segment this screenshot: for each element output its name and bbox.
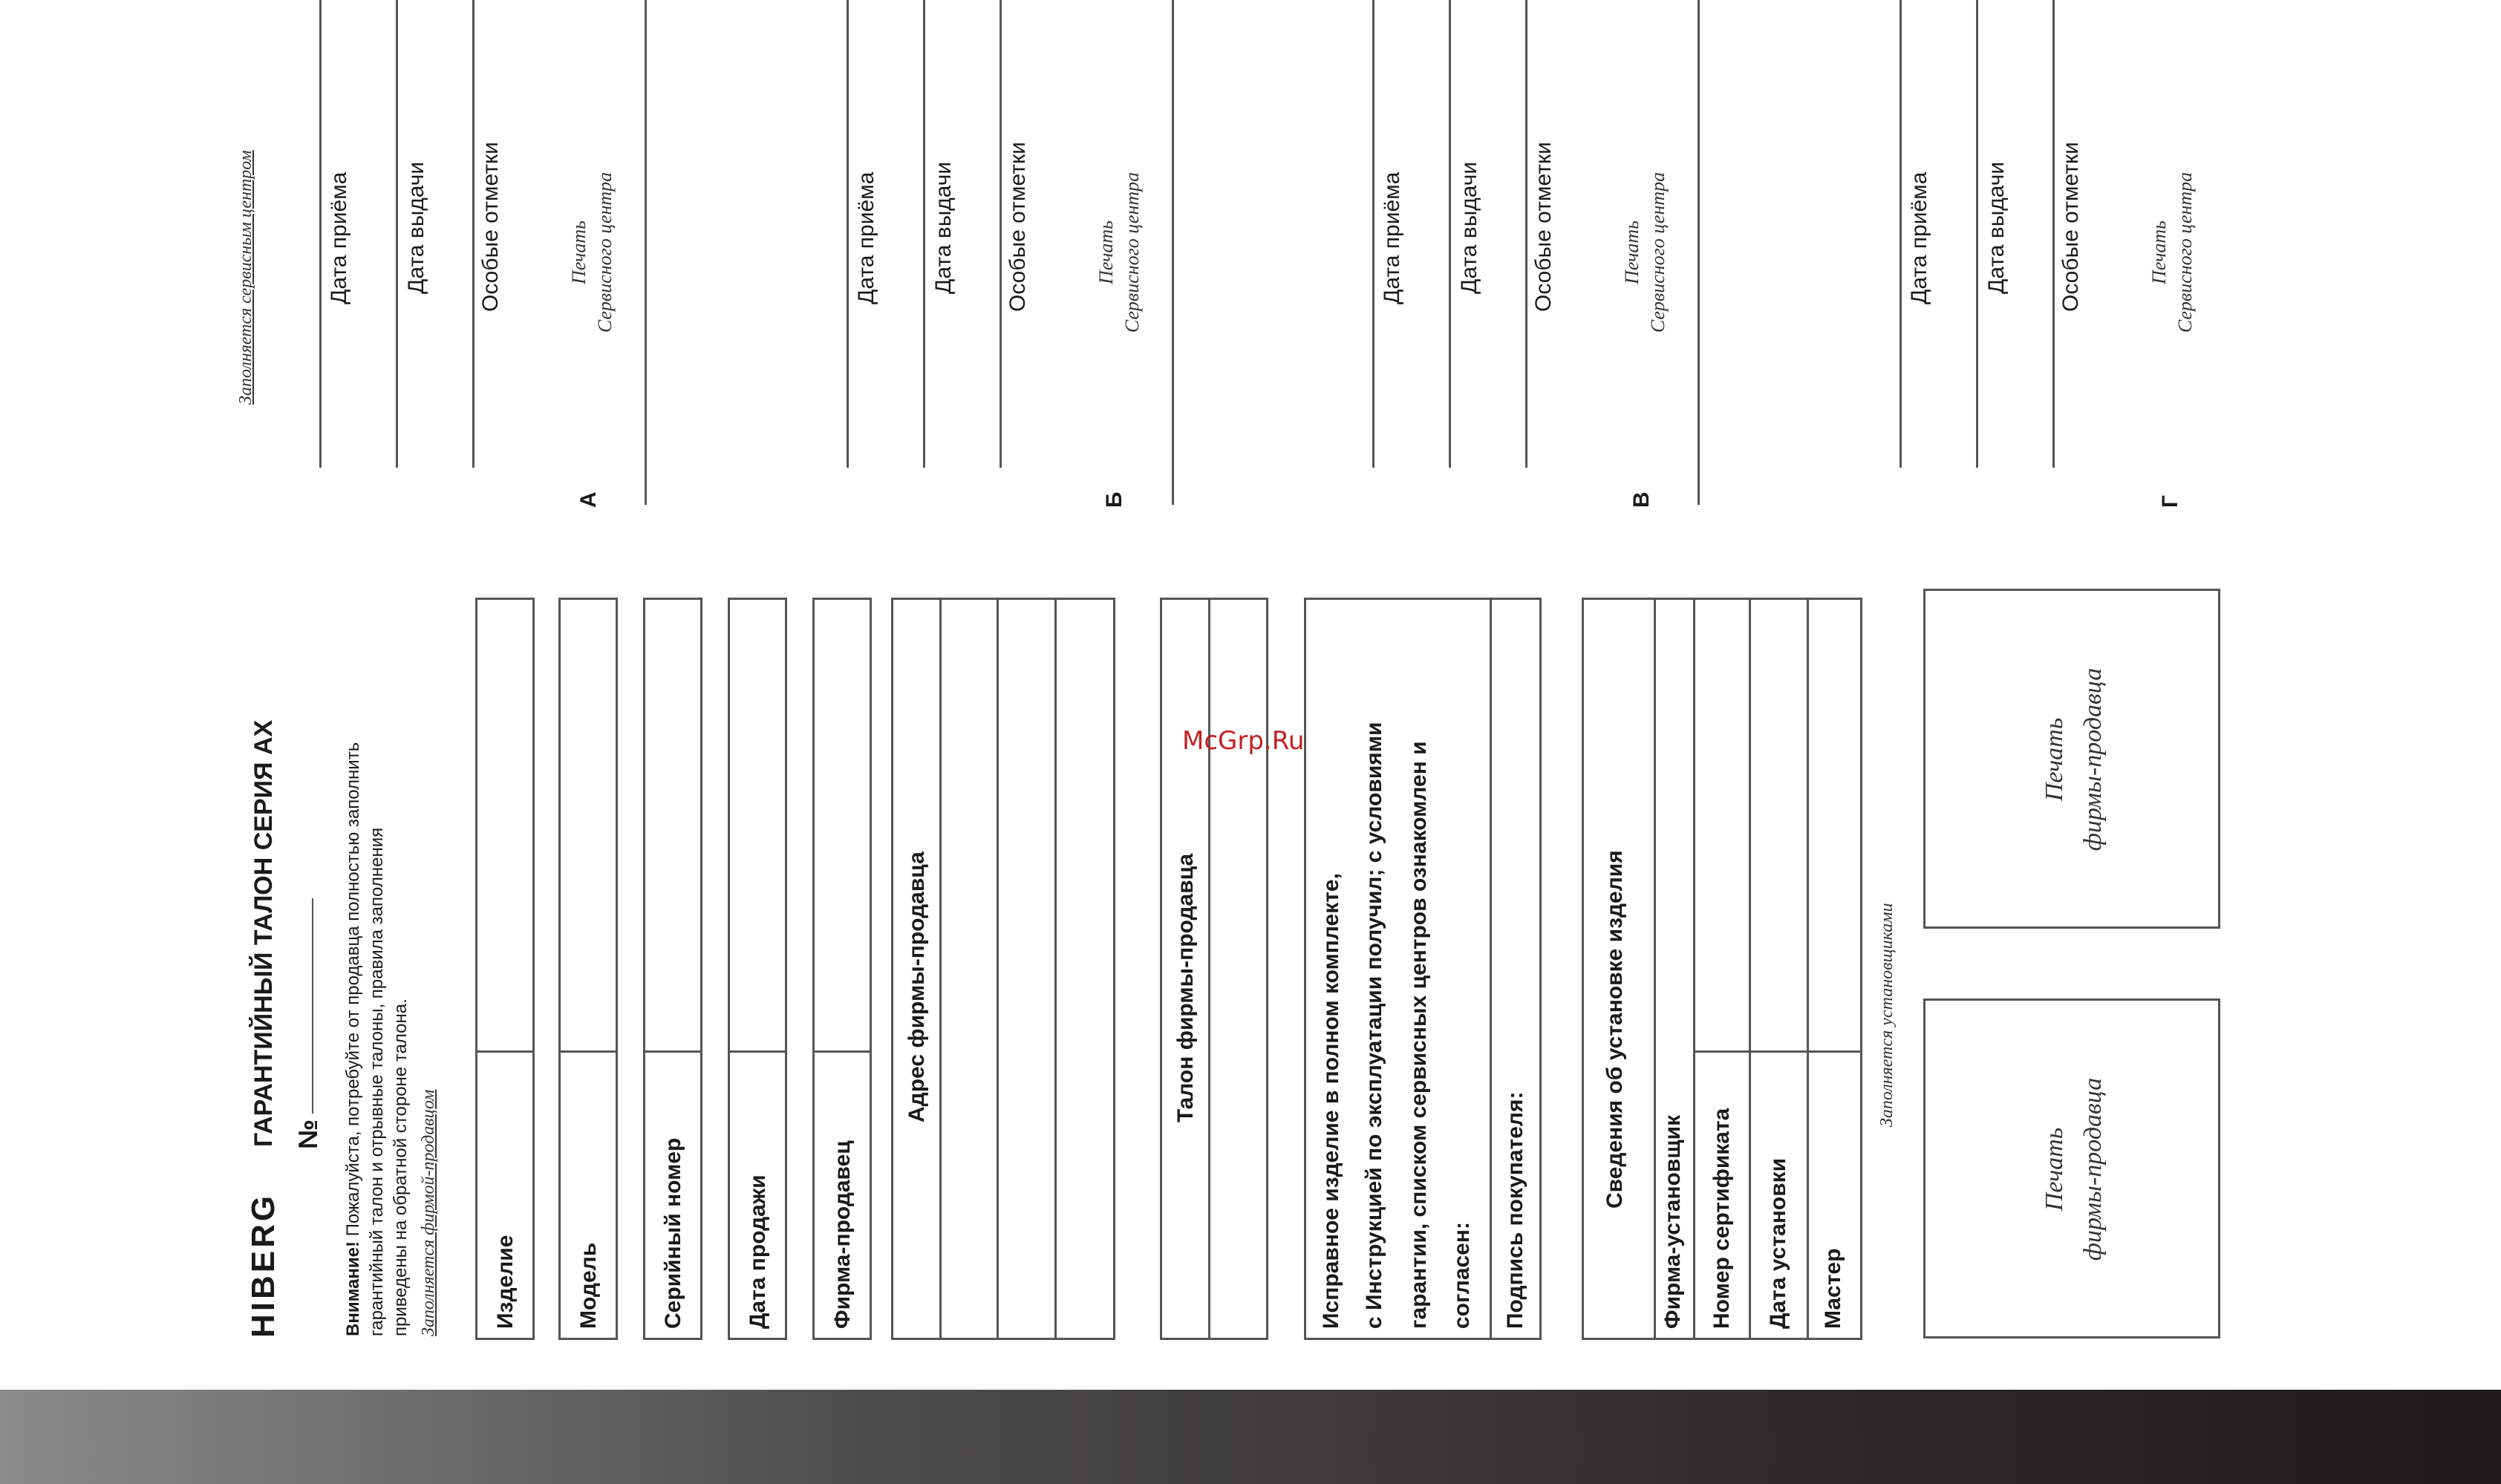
divider [1749, 598, 1751, 1340]
service-a-issued: Дата выдачи [404, 161, 428, 294]
divider [558, 1050, 618, 1053]
service-b-notes: Особые отметки [1005, 142, 1030, 312]
service-c-notes: Особые отметки [1531, 142, 1556, 312]
divider [1000, 0, 1002, 468]
divider [1654, 598, 1656, 1340]
seller-stamp-box-1 [1923, 998, 2220, 1338]
installers-filled-by: Заполняется установщиками [1877, 903, 1897, 1127]
field-sale-date-label: Дата продажи [746, 1174, 770, 1329]
service-c-letter: В [1629, 491, 1654, 508]
divider [1525, 0, 1527, 468]
divider [997, 598, 999, 1340]
divider [472, 0, 475, 468]
seller-stamp-1-line-2: фирмы-продавца [2079, 1077, 2107, 1261]
service-b-stamp-line-1: Печать [1095, 220, 1117, 284]
installation-row-certificate: Номер сертификата [1709, 1108, 1734, 1329]
consent-line-3: гарантии, списком сервисных центров ознакомлен и [1406, 741, 1431, 1329]
seller-coupon-label: Талон фирмы-продавца [1173, 853, 1198, 1122]
notice-line-1: Внимание! Пожалуйста, потребуйте от продавца полностью заполнить [343, 742, 363, 1336]
divider [645, 0, 647, 505]
service-a-stamp-line-1: Печать [568, 220, 590, 284]
divider [1054, 598, 1057, 1340]
seller-address-label: Адрес фирмы-продавца [904, 851, 929, 1122]
installation-header: Сведения об установке изделия [1602, 850, 1627, 1209]
divider [923, 0, 925, 468]
service-b-letter: Б [1102, 491, 1126, 508]
service-g-issued: Дата выдачи [1984, 161, 2009, 294]
divider [643, 1050, 702, 1053]
divider [1490, 598, 1492, 1340]
bottom-bar [0, 1390, 2501, 1484]
notice-line-2: гарантийный талон и отрывные талоны, правила заполнения [367, 827, 387, 1336]
divider [396, 0, 398, 468]
divider [728, 1050, 787, 1053]
field-serial-label: Серийный номер [661, 1137, 685, 1329]
field-seller-label: Фирма-продавец [830, 1140, 855, 1329]
divider [1976, 0, 1978, 468]
divider [319, 0, 322, 468]
service-a-stamp-line-2: Сервисного центра [594, 171, 616, 333]
divider [475, 1050, 535, 1053]
service-filled-by: Заполняется сервисным центром [236, 150, 255, 405]
installation-row-date: Дата установки [1766, 1157, 1790, 1329]
service-g-stamp-line-2: Сервисного центра [2174, 171, 2196, 333]
service-g-received: Дата приёма [1907, 171, 1931, 304]
seller-stamp-1-line-1: Печать [2041, 1127, 2068, 1212]
service-g-stamp-line-1: Печать [2148, 220, 2170, 284]
divider [2052, 0, 2055, 468]
service-b-received: Дата приёма [854, 171, 878, 304]
service-c-issued: Дата выдачи [1457, 161, 1481, 294]
service-g-letter: Г [2158, 494, 2182, 508]
number-underline [312, 898, 313, 1114]
consent-line-1: Исправное изделие в полном комплекте, [1319, 873, 1343, 1329]
seller-stamp-2-line-1: Печать [2041, 717, 2068, 802]
installation-row-master: Мастер [1821, 1248, 1845, 1329]
field-product[interactable] [475, 598, 535, 1340]
service-a-notes: Особые отметки [478, 142, 503, 312]
number-label: № [293, 1119, 323, 1149]
field-product-label: Изделие [493, 1235, 518, 1329]
divider [1900, 0, 1902, 468]
divider [1693, 1050, 1862, 1053]
field-model[interactable] [558, 598, 618, 1340]
divider [1208, 598, 1210, 1340]
service-c-stamp-line-2: Сервисного центра [1647, 171, 1669, 333]
service-c-received: Дата приёма [1380, 171, 1404, 304]
watermark-text: McGrp.Ru [1182, 726, 1305, 756]
divider [812, 1050, 872, 1053]
seller-stamp-2-line-2: фирмы-продавца [2079, 667, 2107, 851]
divider [1372, 0, 1375, 468]
service-c-stamp-line-1: Печать [1621, 220, 1643, 284]
installation-row-company: Фирма-установщик [1660, 1114, 1685, 1329]
service-g-notes: Особые отметки [2058, 142, 2083, 312]
divider [1698, 0, 1700, 505]
divider [1172, 0, 1174, 505]
divider [939, 598, 942, 1340]
divider [1807, 598, 1809, 1340]
brand-logo: HIBERG [245, 1192, 281, 1338]
notice-filled-by: Заполняется фирмой-продавцом [419, 1089, 438, 1336]
notice-line-3: приведены на обратной стороне талона. [391, 998, 411, 1336]
divider [1693, 598, 1695, 1340]
service-a-received: Дата приёма [327, 171, 351, 304]
divider [847, 0, 849, 468]
consent-line-2: с Инструкцией по эксплуатации получил; с условиями [1362, 722, 1386, 1329]
consent-signature-label: Подпись покупателя: [1503, 1091, 1527, 1329]
card-title: ГАРАНТИЙНЫЙ ТАЛОН СЕРИЯ АХ [250, 719, 278, 1147]
divider [1449, 0, 1451, 468]
field-model-label: Модель [576, 1242, 601, 1329]
consent-line-4: согласен: [1450, 1222, 1474, 1329]
seller-stamp-box-2 [1923, 589, 2220, 929]
service-a-letter: А [576, 491, 601, 508]
service-b-issued: Дата выдачи [931, 161, 956, 294]
service-b-stamp-line-2: Сервисного центра [1121, 171, 1143, 333]
